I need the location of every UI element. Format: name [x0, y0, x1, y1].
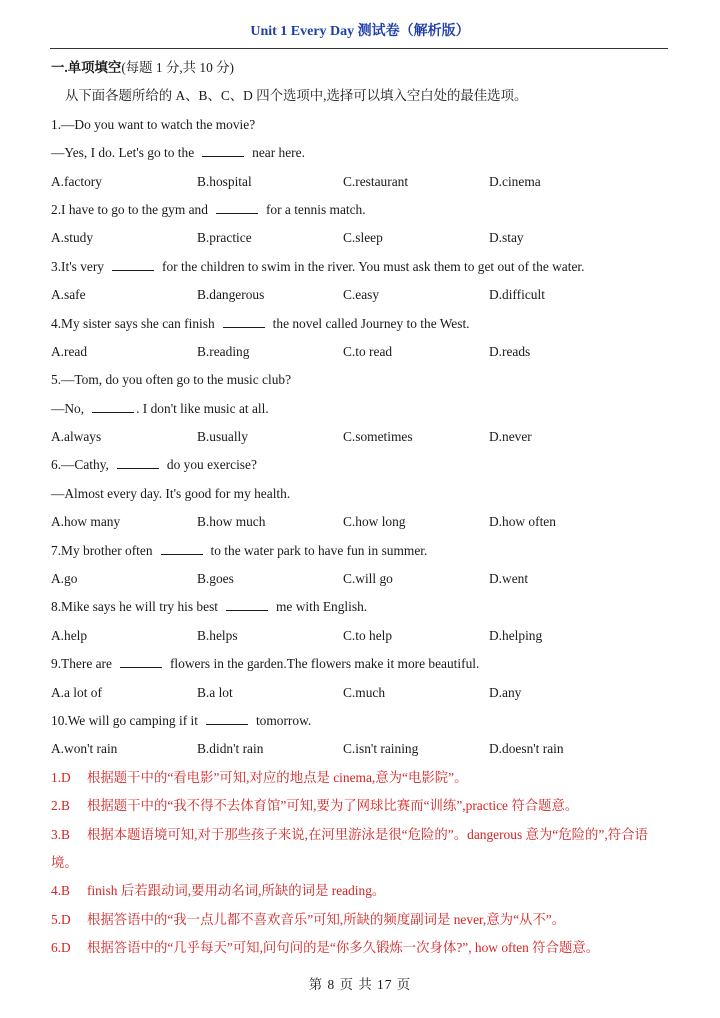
option-c: C.to read [343, 343, 393, 359]
answer-explanation [51, 934, 671, 962]
question-9-after: flowers in the garden.The flowers make it more beautiful. [169, 656, 480, 672]
answer-text: 根据题干中的“看电影”可知,对应的地点是 cinema,意为“电影院”。 [87, 769, 468, 785]
answer-explanation [51, 792, 671, 820]
question-3-options [51, 281, 671, 309]
option-c: C.restaurant [343, 173, 409, 189]
question-5-options [51, 423, 671, 451]
option-a: A.safe [51, 287, 86, 303]
question-10-after: tomorrow. [255, 712, 312, 728]
question-10-before: 10.We will go camping if it [51, 712, 198, 728]
answer-blank [216, 200, 258, 214]
answer-number: 3.B [51, 826, 70, 842]
option-a: A.read [51, 343, 88, 359]
question-7-options [51, 565, 671, 593]
question-1-reply [51, 139, 671, 167]
answer-blank [120, 654, 162, 668]
option-c: C.will go [343, 571, 393, 587]
option-d: D.went [489, 571, 529, 587]
question-3-before: 3.It's very [51, 258, 104, 274]
option-a: A.won't rain [51, 741, 118, 757]
option-b: B.usually [197, 429, 248, 445]
answer-text: 根据本题语境可知,对于那些孩子来说,在河里游泳是很“危险的”。dangerous 意为“危险的”,符合语境。 [51, 826, 648, 870]
page-number: 第 8 页 共 17 页 [308, 977, 412, 992]
option-b: B.a lot [197, 684, 233, 700]
option-b: B.goes [197, 571, 234, 587]
answer-explanation [51, 877, 671, 905]
question-1-stem: 1.—Do you want to watch the movie? [51, 116, 256, 132]
question-3-stem [51, 253, 671, 281]
question-2-options [51, 224, 671, 252]
question-5-stem: 5.—Tom, do you often go to the music club? [51, 372, 292, 388]
section-instruction: 从下面各题所给的 A、B、C、D 四个选项中,选择可以填入空白处的最佳选项。 [65, 88, 528, 104]
answer-blank [117, 455, 159, 469]
question-6-reply: —Almost every day. It's good for my health. [51, 485, 291, 501]
option-b: B.dangerous [197, 287, 265, 303]
question-9-stem [51, 650, 671, 678]
question-3-after: for the children to swim in the river. You must ask them to get out of the water. [162, 258, 585, 274]
option-d: D.never [489, 429, 532, 445]
question-4-stem [51, 310, 671, 338]
answer-blank [206, 711, 248, 725]
question-7-before: 7.My brother often [51, 542, 153, 558]
document-body [51, 54, 671, 963]
question-9-before: 9.There are [51, 656, 112, 672]
section-heading-label: 一.单项填空 [51, 60, 122, 75]
option-a: A.a lot of [51, 684, 102, 700]
option-d: D.stay [489, 230, 524, 246]
question-8-after: me with English. [276, 599, 368, 615]
answer-explanation [51, 764, 671, 792]
question-5-reply [51, 395, 671, 423]
option-a: A.factory [51, 173, 102, 189]
option-b: B.how much [197, 514, 266, 530]
answer-number: 1.D [51, 769, 71, 785]
option-c: C.isn't raining [343, 741, 419, 757]
question-9-options [51, 679, 671, 707]
answer-blank [112, 257, 154, 271]
answer-number: 6.D [51, 940, 71, 956]
answer-blank [92, 399, 134, 413]
option-d: D.how often [489, 514, 556, 530]
option-d: D.helping [489, 627, 543, 643]
question-1-reply-after: near here. [252, 145, 305, 161]
question-4-after: the novel called Journey to the West. [272, 315, 470, 331]
question-5-reply-before: —No, [51, 400, 85, 416]
answer-text: 根据答语中的“我一点儿都不喜欢音乐”可知,所缺的频度副词是 never,意为“从不”。 [87, 911, 566, 927]
question-1-options [51, 168, 671, 196]
question-8-before: 8.Mike says he will try his best [51, 599, 218, 615]
option-b: B.hospital [197, 173, 252, 189]
question-7-stem [51, 537, 671, 565]
question-6-stem [51, 451, 671, 479]
answer-blank [161, 541, 203, 555]
answer-text: 根据题干中的“我不得不去体育馆”可知,要为了网球比赛而“训练”,practice 符合题意。 [87, 798, 579, 814]
answer-number: 5.D [51, 911, 71, 927]
option-b: B.didn't rain [197, 741, 264, 757]
question-6-before: 6.—Cathy, [51, 457, 109, 473]
question-4-options [51, 338, 671, 366]
answer-blank [226, 597, 268, 611]
question-10-stem [51, 707, 671, 735]
question-2-stem [51, 196, 671, 224]
option-c: C.to help [343, 627, 393, 643]
page-title: Unit 1 Every Day 测试卷（解析版） [250, 24, 470, 39]
answer-blank [202, 143, 244, 157]
title-divider [50, 48, 668, 49]
option-a: A.study [51, 230, 94, 246]
question-10-options [51, 735, 671, 763]
option-c: C.how long [343, 514, 406, 530]
question-7-after: to the water park to have fun in summer. [210, 542, 428, 558]
option-a: A.how many [51, 514, 121, 530]
answer-text: 根据答语中的“几乎每天”可知,问句问的是“你多久锻炼一次身体?”, how often 符合题意。 [87, 940, 600, 956]
question-8-options [51, 622, 671, 650]
option-a: A.help [51, 627, 88, 643]
option-b: B.practice [197, 230, 252, 246]
option-c: C.much [343, 684, 386, 700]
option-d: D.reads [489, 343, 531, 359]
section-meta: (每题 1 分,共 10 分) [121, 60, 235, 75]
question-8-stem [51, 593, 671, 621]
answer-explanation [51, 906, 671, 934]
option-c: C.sleep [343, 230, 383, 246]
answer-blank [223, 314, 265, 328]
answer-text: finish 后若跟动词,要用动名词,所缺的词是 reading。 [87, 883, 386, 899]
option-b: B.reading [197, 343, 250, 359]
option-a: A.go [51, 571, 78, 587]
question-6-options [51, 508, 671, 536]
question-1-reply-before: —Yes, I do. Let's go to the [51, 145, 195, 161]
option-d: D.cinema [489, 173, 541, 189]
option-d: D.any [489, 684, 522, 700]
option-a: A.always [51, 429, 102, 445]
question-2-before: 2.I have to go to the gym and [51, 201, 208, 217]
question-6-after: do you exercise? [166, 457, 257, 473]
option-b: B.helps [197, 627, 238, 643]
question-2-after: for a tennis match. [265, 201, 366, 217]
answer-explanation [51, 821, 671, 878]
question-4-before: 4.My sister says she can finish [51, 315, 215, 331]
option-d: D.difficult [489, 287, 545, 303]
option-c: C.sometimes [343, 429, 413, 445]
option-c: C.easy [343, 287, 380, 303]
section-heading [51, 54, 671, 82]
answer-number: 2.B [51, 798, 70, 814]
answer-number: 4.B [51, 883, 70, 899]
option-d: D.doesn't rain [489, 741, 564, 757]
question-5-reply-after: . I don't like music at all. [136, 400, 269, 416]
